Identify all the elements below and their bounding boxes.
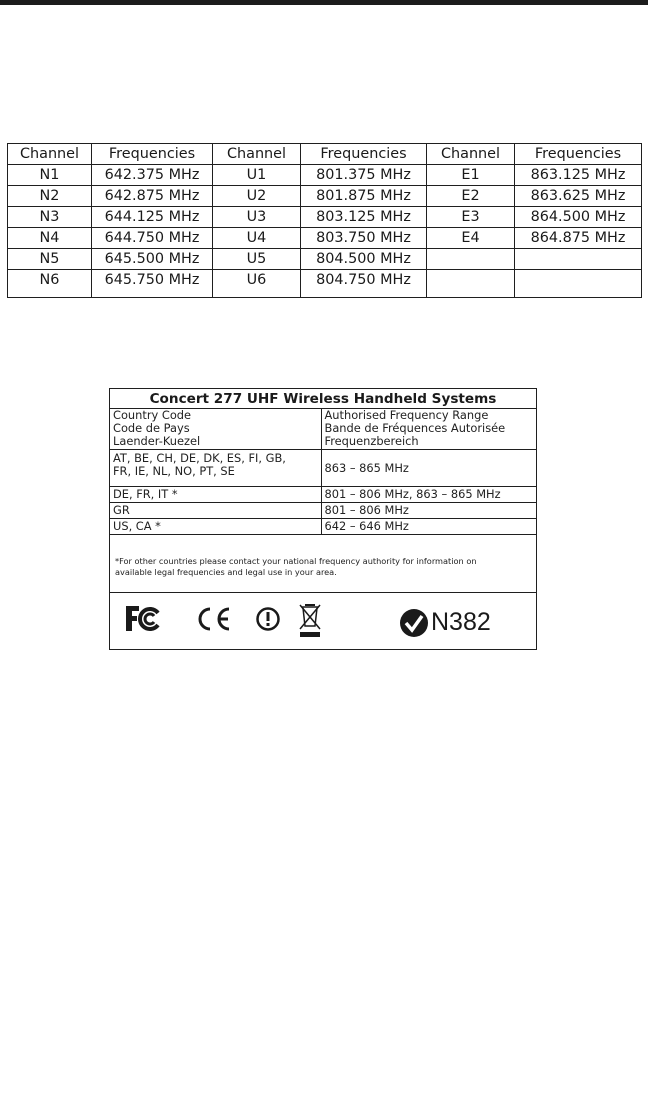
table-row [8, 228, 642, 249]
footnote-line: available legal frequencies and legal use in your area. [115, 567, 337, 577]
compliance-code: N382 [431, 608, 491, 636]
region-header-row [110, 408, 536, 450]
table-cell: N2 [8, 186, 92, 207]
table-cell: U5 [213, 249, 301, 270]
table-cell: N3 [8, 207, 92, 228]
table-cell: 863.125 MHz [515, 165, 642, 186]
frequency-range-header [321, 408, 536, 450]
table-cell: U2 [213, 186, 301, 207]
country-line: FR, IE, NL, NO, PT, SE [113, 464, 235, 478]
table-cell: E4 [427, 228, 515, 249]
table-cell: U1 [213, 165, 301, 186]
table-cell: 644.125 MHz [92, 207, 213, 228]
column-header: Channel [427, 144, 515, 165]
table-cell: 642.375 MHz [92, 165, 213, 186]
column-header: Frequencies [92, 144, 213, 165]
footnote-line: *For other countries please contact your national frequency authority for information on [115, 556, 477, 566]
column-header: Channel [8, 144, 92, 165]
weee-crossed-bin-icon [297, 602, 323, 638]
frequency-range: 863 – 865 MHz [321, 450, 536, 487]
table-cell: U6 [213, 270, 301, 298]
table-cell: 801.375 MHz [301, 165, 427, 186]
table-row [8, 165, 642, 186]
table-cell: E2 [427, 186, 515, 207]
fcc-logo-icon [124, 603, 162, 633]
frequency-range: 642 – 646 MHz [321, 519, 536, 535]
table-cell [427, 249, 515, 270]
country-list: US, CA * [110, 519, 321, 535]
table-cell: 803.750 MHz [301, 228, 427, 249]
table-cell: 864.500 MHz [515, 207, 642, 228]
header-line: Frequenzbereich [324, 434, 419, 448]
table-cell: N4 [8, 228, 92, 249]
ce-mark-icon [196, 606, 232, 632]
table-cell: U3 [213, 207, 301, 228]
region-row [110, 487, 536, 503]
table-cell [515, 270, 642, 298]
header-line: Code de Pays [113, 421, 190, 435]
column-header: Frequencies [515, 144, 642, 165]
header-line: Laender-Kuezel [113, 434, 201, 448]
table-cell: N1 [8, 165, 92, 186]
table-cell: 863.625 MHz [515, 186, 642, 207]
table-cell: N5 [8, 249, 92, 270]
table-cell: 645.750 MHz [92, 270, 213, 298]
country-line: AT, BE, CH, DE, DK, ES, FI, GB, [113, 451, 286, 465]
table-cell: 642.875 MHz [92, 186, 213, 207]
table-cell: 804.750 MHz [301, 270, 427, 298]
table-cell: 864.875 MHz [515, 228, 642, 249]
table-header-row [8, 144, 642, 165]
table-cell: 645.500 MHz [92, 249, 213, 270]
region-row [110, 503, 536, 519]
c-tick-mark-icon [399, 608, 429, 638]
country-list [110, 450, 321, 487]
table-cell: E3 [427, 207, 515, 228]
alert-sign-icon [255, 606, 281, 632]
compliance-logos [110, 593, 536, 649]
table-cell: 801.875 MHz [301, 186, 427, 207]
table-row [8, 207, 642, 228]
table-cell: 803.125 MHz [301, 207, 427, 228]
table-row [8, 186, 642, 207]
table-cell: 644.750 MHz [92, 228, 213, 249]
frequency-range: 801 – 806 MHz, 863 – 865 MHz [321, 487, 536, 503]
country-code-header [110, 408, 321, 450]
table-cell: 804.500 MHz [301, 249, 427, 270]
country-list: DE, FR, IT * [110, 487, 321, 503]
table-cell [427, 270, 515, 298]
region-row [110, 450, 536, 487]
table-row [8, 270, 642, 298]
table-row [8, 249, 642, 270]
label-footnote [110, 551, 536, 593]
header-line: Country Code [113, 408, 192, 422]
table-cell [515, 249, 642, 270]
region-frequency-table [110, 408, 536, 535]
country-list: GR [110, 503, 321, 519]
region-row [110, 519, 536, 535]
column-header: Channel [213, 144, 301, 165]
header-line: Bande de Fréquences Autorisée [324, 421, 506, 435]
column-header: Frequencies [301, 144, 427, 165]
table-cell: U4 [213, 228, 301, 249]
product-label [109, 388, 537, 650]
frequency-range: 801 – 806 MHz [321, 503, 536, 519]
header-line: Authorised Frequency Range [324, 408, 489, 422]
table-cell: N6 [8, 270, 92, 298]
top-rule [0, 0, 648, 5]
channel-frequency-table [7, 143, 642, 298]
table-cell: E1 [427, 165, 515, 186]
label-title: Concert 277 UHF Wireless Handheld Systems [110, 389, 536, 409]
